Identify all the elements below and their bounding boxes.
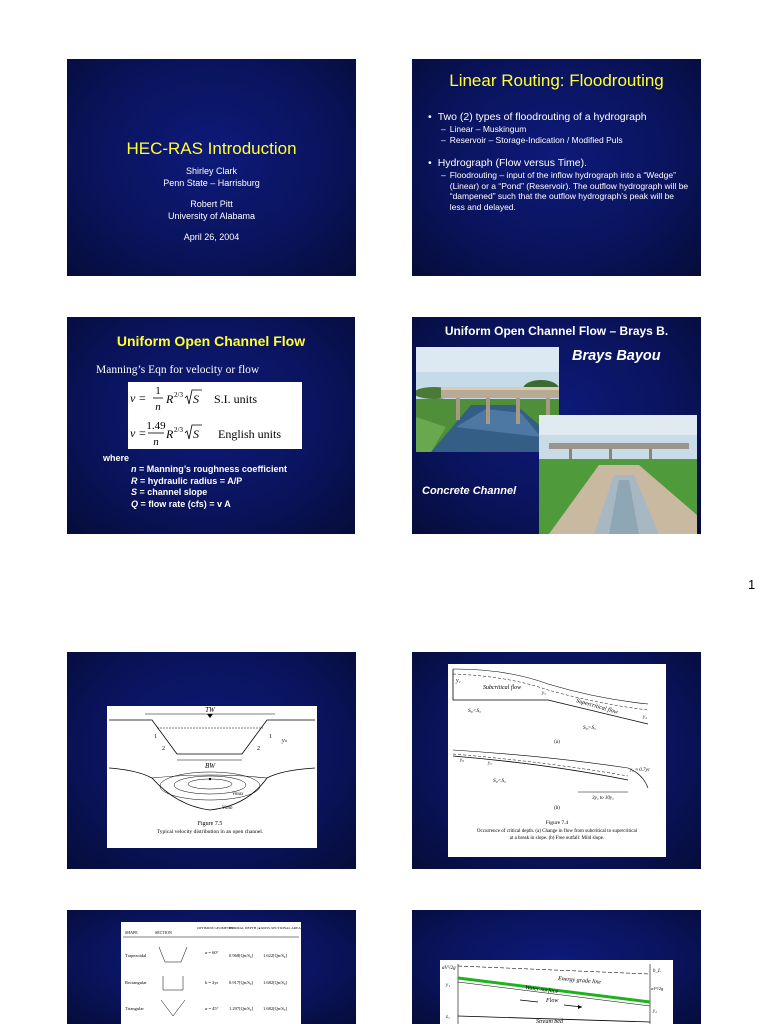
label-yc-b: y꜀ <box>488 761 492 766</box>
geometry-table-figure <box>121 922 301 1024</box>
energy-grade-figure <box>440 960 673 1024</box>
label-two-left: 2 <box>162 746 165 752</box>
energy-grade-diagram <box>440 960 673 1024</box>
row-area: 1.682[Qn/S₀] <box>263 1006 287 1011</box>
row-depth: 0.968[Qn/S₀] <box>229 953 253 958</box>
concrete-channel-photo <box>539 415 697 534</box>
eqn1-units: S.I. units <box>214 392 258 406</box>
critical-depth-diagram <box>448 664 666 857</box>
page-number: 1 <box>748 577 756 592</box>
slide-optimum-geometry-table <box>67 910 356 1024</box>
label-tw: TW <box>205 706 215 714</box>
photo-label-concrete-channel: Concrete Channel <box>422 485 517 497</box>
label-distance: 3y꜀ to 10y꜀ <box>592 796 614 801</box>
bullet-dot-icon: • <box>428 111 432 123</box>
author-block <box>67 166 356 244</box>
svg-text:2/3: 2/3 <box>174 391 183 399</box>
label-vmin: Vmin <box>222 806 233 811</box>
row-area: 1.682[Qn/S₀] <box>263 980 287 985</box>
label-stream-bed: Stream bed <box>536 1019 563 1024</box>
eqn1-coefficient: 1 <box>155 385 161 397</box>
manning-equation-box <box>128 382 302 449</box>
svg-text:S: S <box>193 427 199 441</box>
slide-title: Uniform Open Channel Flow <box>116 333 306 349</box>
label-z1: z₁ <box>446 1015 450 1020</box>
eqn2-coefficient: 1.49 <box>146 420 166 432</box>
eqn2-units: English units <box>218 427 282 441</box>
figure-caption: Occurrence of critical depth. (a) Change in flow from subcritical to supercritical <box>476 829 638 834</box>
definition-row: R = hydraulic radius = A/P <box>131 475 243 486</box>
label-s0-less: S₀<S꜀ <box>468 708 482 714</box>
label-vmax: Vmax <box>232 792 244 797</box>
figure-caption: at a break in slope. (b) Free outfall: Mild slope. <box>509 836 605 841</box>
label-ycr: y₀ ≈ 0.7yc <box>630 768 650 773</box>
row-shape: Triangular <box>125 1006 144 1011</box>
slide-uniform-open-channel-flow <box>67 317 355 534</box>
label-y2: y₂ <box>643 715 647 720</box>
sub-bullet: – Floodrouting – input of the inflow hydrograph into a “Wedge” (Linear) or a “Pond” (Reservoir). The outflow hydrograph will be “dampened” such that the outflow hydrograph’s peak will be less and delayed. <box>441 170 691 212</box>
bullet-text: Two (2) types of floodrouting of a hydrograph <box>437 111 647 123</box>
bridge-photo <box>416 347 559 452</box>
photo-label-brays-bayou: Brays Bayou <box>572 348 661 364</box>
slide-hec-ras-introduction <box>67 59 356 276</box>
label-one-right: 1 <box>269 734 272 740</box>
definition-row: n = Manning’s roughness coefficient <box>131 464 287 474</box>
row-area: 1.622[Qn/S₀] <box>263 953 287 958</box>
where-label: where <box>103 453 130 463</box>
svg-text:R: R <box>166 427 174 441</box>
label-y2: y₂ <box>653 1009 657 1014</box>
definition-row: Q = flow rate (cfs) = v A <box>131 499 231 510</box>
svg-text:=: = <box>139 426 146 440</box>
label-y1: y₁ <box>446 983 450 988</box>
label-one-left: 1 <box>154 734 157 740</box>
row-depth: 1.297[Qn/S₀] <box>229 1006 253 1011</box>
label-y1: y₁ <box>456 678 461 684</box>
slide-title: Linear Routing: Floodrouting <box>449 71 664 90</box>
svg-text:2/3: 2/3 <box>174 426 183 434</box>
sub-bullet: – Linear – Muskingum <box>441 124 527 134</box>
slide-critical-depth <box>412 652 701 869</box>
label-yn: yₙ <box>282 738 288 744</box>
row-shape: Trapezoidal <box>125 953 147 958</box>
table-header: SHAPE <box>125 930 138 935</box>
label-velocity-head-left: αV²/2g <box>442 966 456 971</box>
slide-title: HEC-RAS Introduction <box>126 139 297 158</box>
row-shape: Rectangular <box>125 980 147 985</box>
slide-title: Uniform Open Channel Flow – Brays B. <box>444 324 669 338</box>
slide-energy-grade-line <box>412 910 701 1024</box>
label-s0-greater: S₀>S꜀ <box>583 725 597 731</box>
equation-label: Manning’s Eqn for velocity or flow <box>96 364 260 376</box>
label-head-loss: h_L <box>653 969 661 974</box>
row-geometry: α = 45° <box>205 1006 219 1011</box>
bullet-dot-icon: • <box>428 157 432 169</box>
date-line: April 26, 2004 <box>183 232 240 242</box>
svg-text:=: = <box>139 391 146 405</box>
figure-caption: Typical velocity distribution in an open channel. <box>156 829 264 835</box>
label-yc: y꜀ <box>542 691 546 696</box>
figure-caption: Figure 7.4 <box>545 820 569 826</box>
definition-row: S = channel slope <box>131 487 208 498</box>
slide-body <box>428 111 691 212</box>
author-line: Penn State – Harrisburg <box>163 177 260 188</box>
table-header: NORMAL DEPTH yₙ <box>229 926 261 930</box>
label-s0-less-b: S₀<S꜀ <box>493 778 507 784</box>
label-subcritical: Subcritical flow <box>483 685 522 691</box>
manning-equation <box>128 382 302 449</box>
author-line: Shirley Clark <box>185 166 237 176</box>
bullet-item <box>428 111 691 124</box>
svg-text:SHAPE <box>125 930 138 935</box>
label-bw: BW <box>204 762 216 770</box>
eqn-v: v <box>130 391 136 405</box>
definitions-list <box>131 464 287 511</box>
slide-brays-bayou <box>412 317 701 534</box>
svg-text:n: n <box>155 401 161 413</box>
table-header: SECTION <box>155 930 172 935</box>
table-header: CROSS-SECTIONAL AREA A <box>259 926 301 930</box>
eqn-v: v <box>130 426 136 440</box>
label-yo: y₀ <box>460 758 464 763</box>
label-b: (b) <box>554 806 560 811</box>
label-water-surface: Water surface <box>524 985 559 996</box>
figure-caption: Figure 7.5 <box>197 821 223 827</box>
label-energy-grade-line: Energy grade line <box>557 976 602 986</box>
author-line: University of Alabama <box>167 210 256 221</box>
svg-text:S: S <box>193 392 199 406</box>
bullet-item <box>428 157 691 170</box>
slide-velocity-distribution <box>67 652 356 869</box>
svg-text:n: n <box>153 436 159 448</box>
label-velocity-head-right: αV²/2g <box>651 986 664 991</box>
optimum-geometry-table <box>121 922 301 1024</box>
row-geometry: b = 2yₙ <box>205 980 219 985</box>
sub-bullet-text: Floodrouting – input of the inflow hydrograph into a “Wedge” (Linear) or a “Pond” (Reservoir). The outflow hydrograph will be “dampened” such that the outflow hydrograph’s peak will be less and delayed. <box>449 170 689 212</box>
label-supercritical: Supercritical flow <box>575 698 619 716</box>
critical-depth-figure <box>448 664 666 857</box>
sub-bullet-text: Reservoir – Storage-Indication / Modified Puls <box>449 134 623 145</box>
bullet-text: Hydrograph (Flow versus Time). <box>437 157 588 169</box>
channel-section-figure <box>107 706 317 848</box>
label-flow: Flow <box>546 998 559 1004</box>
svg-text:R: R <box>166 392 174 406</box>
sub-bullet: – Reservoir – Storage-Indication / Modified Puls <box>441 134 623 145</box>
label-a: (a) <box>554 740 560 745</box>
author-line: Robert Pitt <box>190 199 233 209</box>
slide-linear-routing <box>412 59 701 276</box>
label-two-right: 2 <box>257 746 260 752</box>
channel-section-diagram <box>107 706 317 848</box>
row-depth: 0.917[Qn/S₀] <box>229 980 253 985</box>
row-geometry: α = 60° <box>205 950 219 955</box>
sub-bullet-text: Linear – Muskingum <box>449 124 527 134</box>
table-header: OPTIMUM GEOMETRY <box>197 926 234 930</box>
